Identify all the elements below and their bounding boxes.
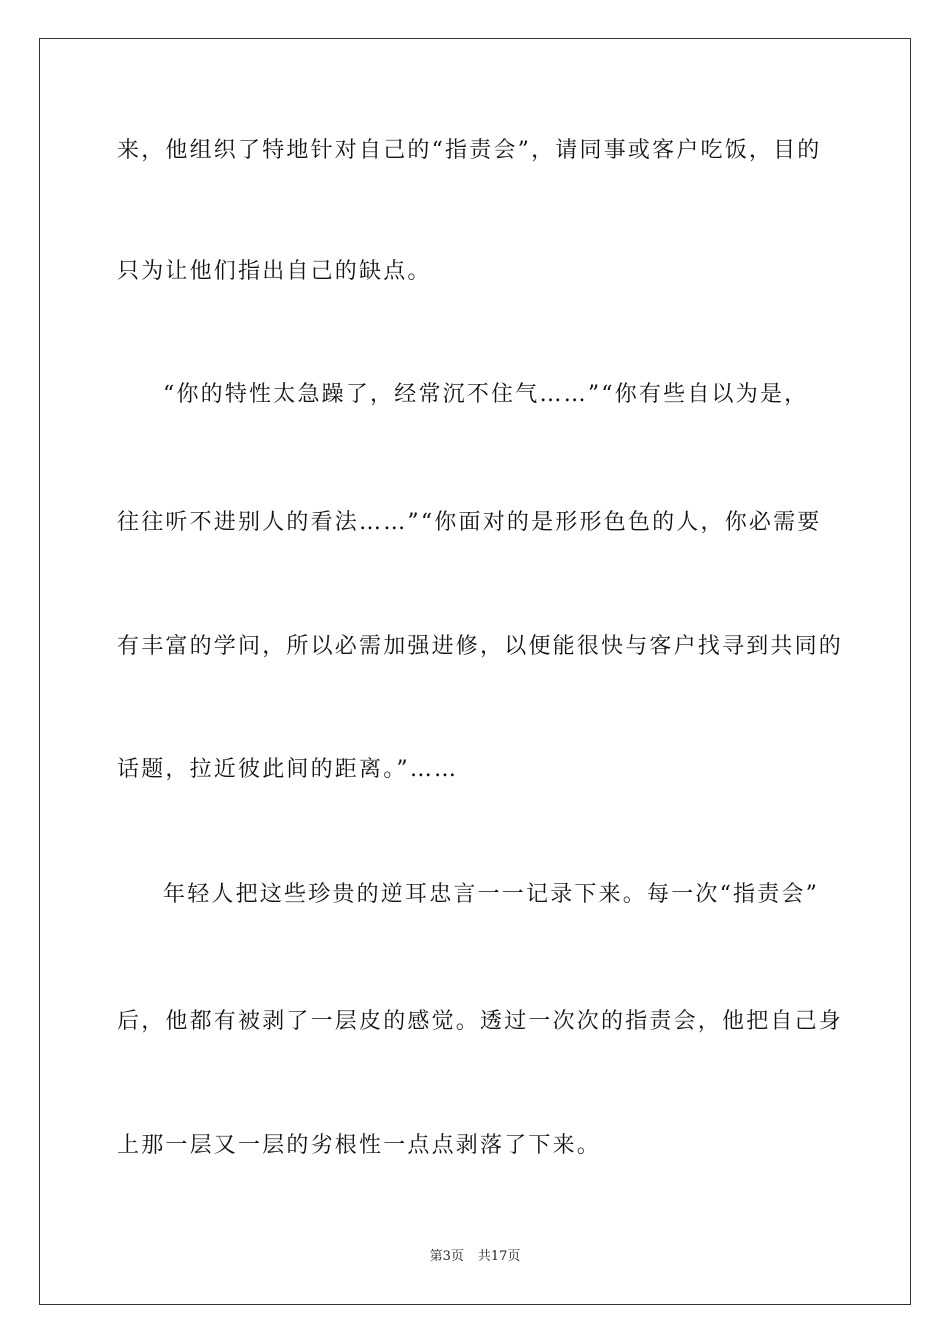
body-line-6: 话题，拉近彼此间的距离。”…… bbox=[117, 757, 459, 782]
total-pages: 共17页 bbox=[477, 1249, 521, 1264]
body-line-3: “你的特性太急躁了，经常沉不住气……”“你有些自以为是， bbox=[163, 382, 809, 407]
page-border bbox=[39, 38, 911, 1305]
body-line-4: 往往听不进别人的看法……”“你面对的是形形色色的人，你必需要 bbox=[117, 510, 822, 535]
page-footer bbox=[0, 1248, 950, 1266]
body-line-1: 来，他组织了特地针对自己的“指责会”，请同事或客户吃饭，目的 bbox=[117, 138, 822, 163]
body-line-8: 后，他都有被剥了一层皮的感觉。透过一次次的指责会，他把自己身 bbox=[117, 1009, 844, 1034]
body-line-5: 有丰富的学问，所以必需加强进修，以便能很快与客户找寻到共同的 bbox=[117, 634, 844, 659]
body-line-2: 只为让他们指出自己的缺点。 bbox=[117, 259, 432, 284]
body-line-9: 上那一层又一层的劣根性一点点剥落了下来。 bbox=[117, 1133, 602, 1158]
body-line-7: 年轻人把这些珍贵的逆耳忠言一一记录下来。每一次“指责会” bbox=[163, 882, 820, 907]
page-number: 第3页 bbox=[429, 1249, 464, 1264]
